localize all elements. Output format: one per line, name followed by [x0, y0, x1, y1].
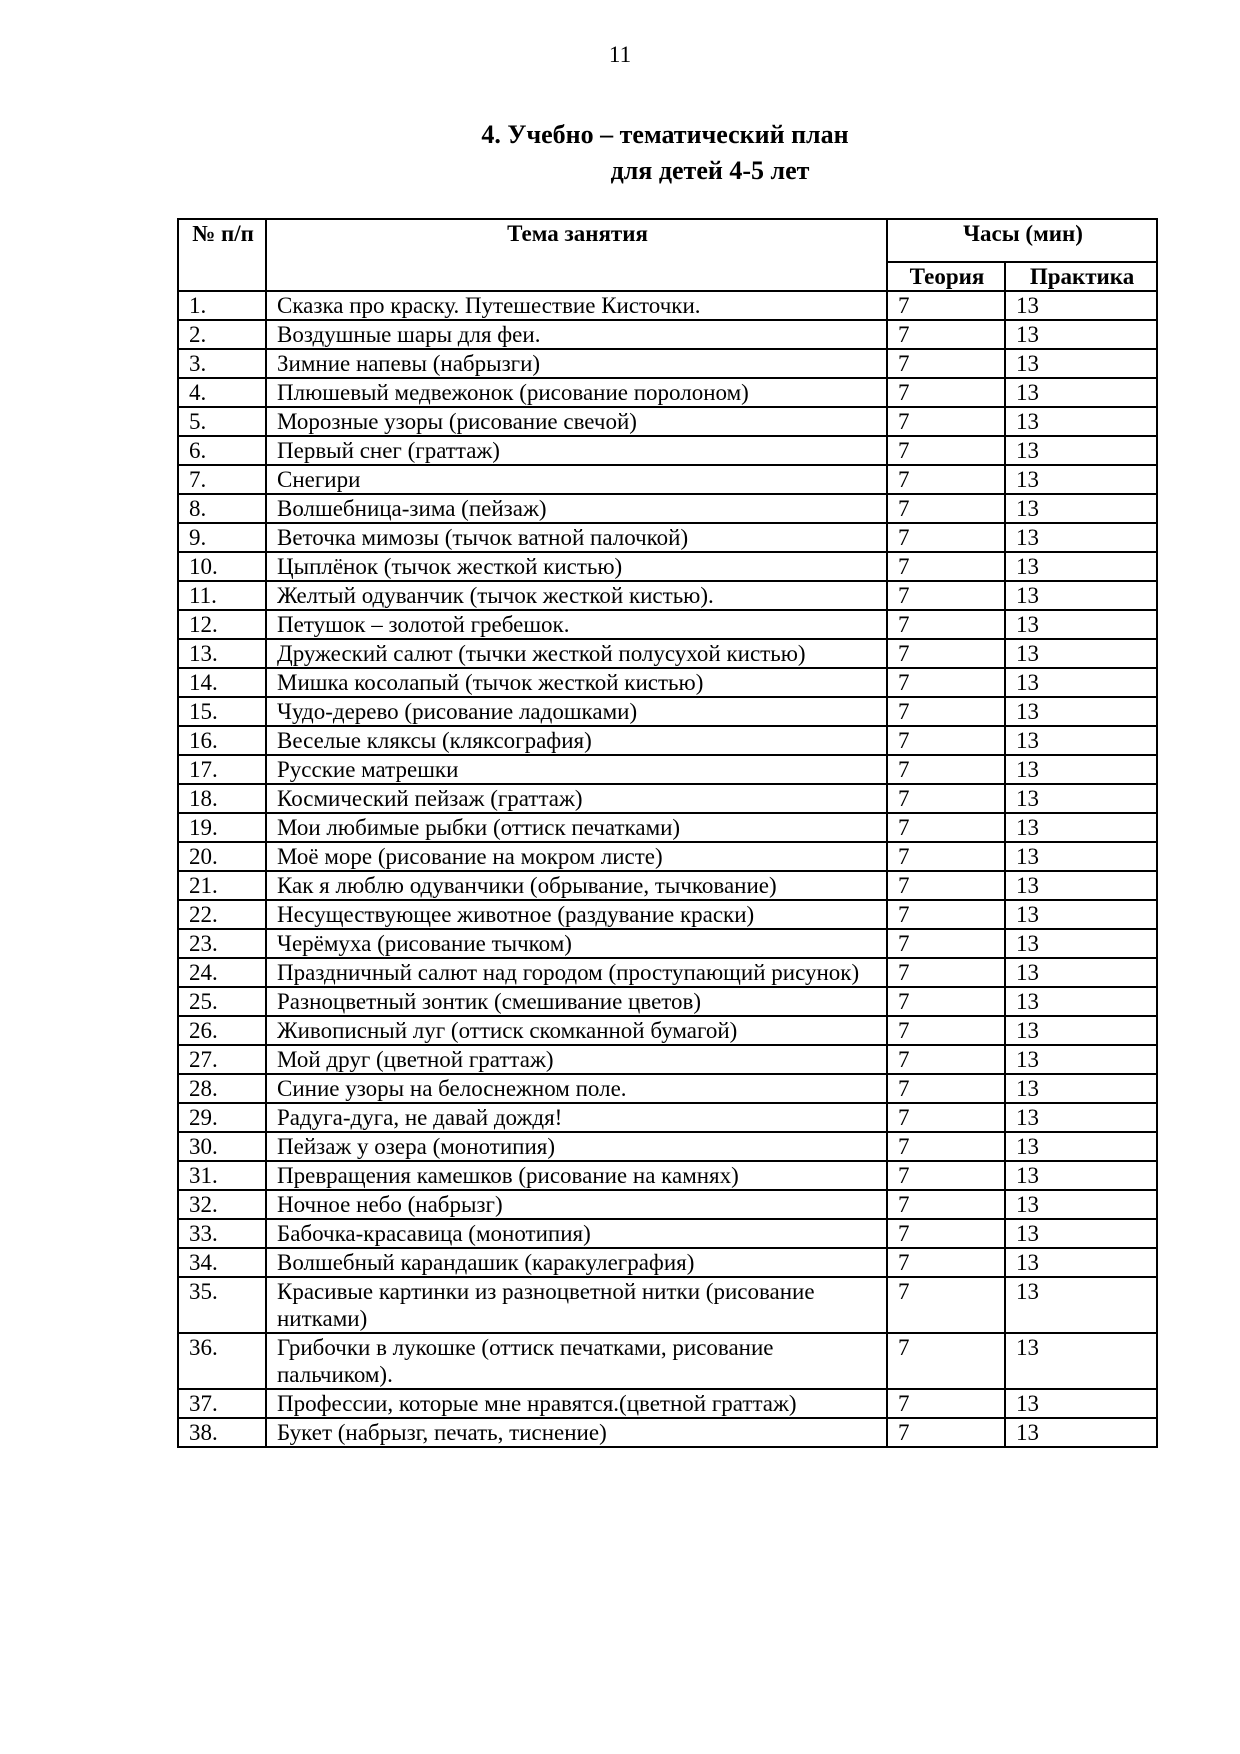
row-practice-minutes: 13 [1005, 639, 1157, 668]
row-number: 1. [178, 291, 266, 320]
row-practice-minutes: 13 [1005, 871, 1157, 900]
table-row [178, 291, 1157, 320]
row-practice-minutes: 13 [1005, 755, 1157, 784]
row-theory-minutes: 7 [887, 465, 1005, 494]
row-theory-minutes: 7 [887, 1248, 1005, 1277]
thematic-plan-table [177, 218, 1158, 1448]
table-row [178, 552, 1157, 581]
row-theory-minutes: 7 [887, 407, 1005, 436]
row-practice-minutes: 13 [1005, 610, 1157, 639]
row-number: 7. [178, 465, 266, 494]
row-number: 29. [178, 1103, 266, 1132]
row-practice-minutes: 13 [1005, 1045, 1157, 1074]
row-theory-minutes: 7 [887, 958, 1005, 987]
row-number: 8. [178, 494, 266, 523]
row-practice-minutes: 13 [1005, 784, 1157, 813]
row-practice-minutes: 13 [1005, 668, 1157, 697]
table-row [178, 900, 1157, 929]
row-topic: Веточка мимозы (тычок ватной палочкой) [266, 523, 887, 552]
row-practice-minutes: 13 [1005, 378, 1157, 407]
row-topic: Воздушные шары для феи. [266, 320, 887, 349]
row-practice-minutes: 13 [1005, 813, 1157, 842]
table-row [178, 697, 1157, 726]
header-theory: Теория [887, 262, 1005, 291]
row-topic: Букет (набрызг, печать, тиснение) [266, 1418, 887, 1447]
row-theory-minutes: 7 [887, 494, 1005, 523]
row-number: 17. [178, 755, 266, 784]
row-number: 19. [178, 813, 266, 842]
row-practice-minutes: 13 [1005, 900, 1157, 929]
row-theory-minutes: 7 [887, 291, 1005, 320]
table-row [178, 726, 1157, 755]
row-topic: Живописный луг (оттиск скомканной бумагой) [266, 1016, 887, 1045]
row-number: 11. [178, 581, 266, 610]
row-theory-minutes: 7 [887, 900, 1005, 929]
row-practice-minutes: 13 [1005, 1074, 1157, 1103]
table-row [178, 1103, 1157, 1132]
row-topic: Морозные узоры (рисование свечой) [266, 407, 887, 436]
row-theory-minutes: 7 [887, 697, 1005, 726]
row-practice-minutes: 13 [1005, 958, 1157, 987]
row-topic: Мои любимые рыбки (оттиск печатками) [266, 813, 887, 842]
row-topic: Русские матрешки [266, 755, 887, 784]
row-theory-minutes: 7 [887, 610, 1005, 639]
row-topic: Волшебный карандашик (каракулеграфия) [266, 1248, 887, 1277]
row-practice-minutes: 13 [1005, 349, 1157, 378]
row-topic: Как я люблю одуванчики (обрывание, тычкование) [266, 871, 887, 900]
row-topic: Бабочка-красавица (монотипия) [266, 1219, 887, 1248]
row-number: 25. [178, 987, 266, 1016]
row-number: 10. [178, 552, 266, 581]
row-theory-minutes: 7 [887, 349, 1005, 378]
row-theory-minutes: 7 [887, 871, 1005, 900]
table-row [178, 378, 1157, 407]
row-number: 6. [178, 436, 266, 465]
table-row [178, 1016, 1157, 1045]
row-practice-minutes: 13 [1005, 1418, 1157, 1447]
row-theory-minutes: 7 [887, 1277, 1005, 1333]
row-number: 3. [178, 349, 266, 378]
row-theory-minutes: 7 [887, 987, 1005, 1016]
table-row [178, 1277, 1157, 1333]
table-row [178, 1248, 1157, 1277]
row-practice-minutes: 13 [1005, 407, 1157, 436]
row-practice-minutes: 13 [1005, 1103, 1157, 1132]
row-number: 28. [178, 1074, 266, 1103]
row-number: 22. [178, 900, 266, 929]
row-practice-minutes: 13 [1005, 1016, 1157, 1045]
row-number: 20. [178, 842, 266, 871]
row-practice-minutes: 13 [1005, 1389, 1157, 1418]
row-theory-minutes: 7 [887, 320, 1005, 349]
row-theory-minutes: 7 [887, 784, 1005, 813]
table-row [178, 1219, 1157, 1248]
table-row [178, 871, 1157, 900]
row-number: 30. [178, 1132, 266, 1161]
row-theory-minutes: 7 [887, 1045, 1005, 1074]
table-row [178, 610, 1157, 639]
row-number: 32. [178, 1190, 266, 1219]
row-practice-minutes: 13 [1005, 1248, 1157, 1277]
row-number: 13. [178, 639, 266, 668]
table-row [178, 1132, 1157, 1161]
row-practice-minutes: 13 [1005, 1161, 1157, 1190]
row-theory-minutes: 7 [887, 1333, 1005, 1389]
table-row [178, 1045, 1157, 1074]
table-row [178, 320, 1157, 349]
row-topic: Превращения камешков (рисование на камнях) [266, 1161, 887, 1190]
row-practice-minutes: 13 [1005, 929, 1157, 958]
table-row [178, 523, 1157, 552]
row-number: 27. [178, 1045, 266, 1074]
row-topic: Чудо-дерево (рисование ладошками) [266, 697, 887, 726]
row-theory-minutes: 7 [887, 929, 1005, 958]
row-topic: Волшебница-зима (пейзаж) [266, 494, 887, 523]
page-subtitle: для детей 4-5 лет [610, 156, 810, 185]
table-row [178, 813, 1157, 842]
row-topic: Радуга-дуга, не давай дождя! [266, 1103, 887, 1132]
row-practice-minutes: 13 [1005, 697, 1157, 726]
row-number: 14. [178, 668, 266, 697]
row-practice-minutes: 13 [1005, 987, 1157, 1016]
row-theory-minutes: 7 [887, 523, 1005, 552]
row-number: 21. [178, 871, 266, 900]
row-theory-minutes: 7 [887, 1219, 1005, 1248]
row-practice-minutes: 13 [1005, 465, 1157, 494]
table-body [178, 291, 1157, 1447]
row-theory-minutes: 7 [887, 726, 1005, 755]
table-row [178, 784, 1157, 813]
row-number: 24. [178, 958, 266, 987]
row-practice-minutes: 13 [1005, 1277, 1157, 1333]
row-number: 38. [178, 1418, 266, 1447]
row-practice-minutes: 13 [1005, 552, 1157, 581]
row-topic: Мой друг (цветной граттаж) [266, 1045, 887, 1074]
row-topic: Черёмуха (рисование тычком) [266, 929, 887, 958]
row-theory-minutes: 7 [887, 813, 1005, 842]
table-row [178, 987, 1157, 1016]
table-row [178, 581, 1157, 610]
row-topic: Несуществующее животное (раздувание краски) [266, 900, 887, 929]
row-topic: Петушок – золотой гребешок. [266, 610, 887, 639]
header-number: № п/п [178, 219, 266, 291]
row-theory-minutes: 7 [887, 1418, 1005, 1447]
row-topic: Разноцветный зонтик (смешивание цветов) [266, 987, 887, 1016]
row-number: 4. [178, 378, 266, 407]
row-topic: Моё море (рисование на мокром листе) [266, 842, 887, 871]
row-theory-minutes: 7 [887, 1389, 1005, 1418]
table-row [178, 755, 1157, 784]
row-practice-minutes: 13 [1005, 291, 1157, 320]
row-theory-minutes: 7 [887, 668, 1005, 697]
row-practice-minutes: 13 [1005, 1333, 1157, 1389]
row-practice-minutes: 13 [1005, 842, 1157, 871]
row-topic: Красивые картинки из разноцветной нитки (рисование нитками) [266, 1277, 887, 1333]
row-practice-minutes: 13 [1005, 726, 1157, 755]
row-theory-minutes: 7 [887, 1132, 1005, 1161]
row-topic: Мишка косолапый (тычок жесткой кистью) [266, 668, 887, 697]
row-theory-minutes: 7 [887, 842, 1005, 871]
header-practice: Практика [1005, 262, 1157, 291]
row-number: 5. [178, 407, 266, 436]
header-hours: Часы (мин) [887, 219, 1157, 262]
row-topic: Профессии, которые мне нравятся.(цветной граттаж) [266, 1389, 887, 1418]
row-practice-minutes: 13 [1005, 1219, 1157, 1248]
row-topic: Ночное небо (набрызг) [266, 1190, 887, 1219]
table-row [178, 465, 1157, 494]
table-row [178, 1389, 1157, 1418]
table-row [178, 436, 1157, 465]
page-number: 11 [608, 42, 632, 67]
row-number: 16. [178, 726, 266, 755]
row-practice-minutes: 13 [1005, 1190, 1157, 1219]
row-topic: Первый снег (граттаж) [266, 436, 887, 465]
row-number: 15. [178, 697, 266, 726]
page-title: 4. Учебно – тематический план [481, 120, 849, 149]
row-topic: Снегири [266, 465, 887, 494]
row-number: 9. [178, 523, 266, 552]
row-practice-minutes: 13 [1005, 1132, 1157, 1161]
row-theory-minutes: 7 [887, 1074, 1005, 1103]
row-topic: Сказка про краску. Путешествие Кисточки. [266, 291, 887, 320]
table-row [178, 639, 1157, 668]
table-row [178, 494, 1157, 523]
row-topic: Веселые кляксы (кляксография) [266, 726, 887, 755]
row-theory-minutes: 7 [887, 639, 1005, 668]
row-topic: Дружеский салют (тычки жесткой полусухой кистью) [266, 639, 887, 668]
row-practice-minutes: 13 [1005, 523, 1157, 552]
row-number: 12. [178, 610, 266, 639]
row-topic: Грибочки в лукошке (оттиск печатками, рисование пальчиком). [266, 1333, 887, 1389]
row-topic: Плюшевый медвежонок (рисование поролоном) [266, 378, 887, 407]
row-theory-minutes: 7 [887, 552, 1005, 581]
table-row [178, 1074, 1157, 1103]
table-row [178, 1190, 1157, 1219]
row-topic: Синие узоры на белоснежном поле. [266, 1074, 887, 1103]
row-topic: Пейзаж у озера (монотипия) [266, 1132, 887, 1161]
table-row [178, 958, 1157, 987]
table-row [178, 1161, 1157, 1190]
row-number: 18. [178, 784, 266, 813]
table-row [178, 668, 1157, 697]
row-theory-minutes: 7 [887, 1161, 1005, 1190]
table-row [178, 842, 1157, 871]
header-topic: Тема занятия [266, 219, 887, 291]
row-topic: Желтый одуванчик (тычок жесткой кистью). [266, 581, 887, 610]
row-number: 33. [178, 1219, 266, 1248]
row-number: 23. [178, 929, 266, 958]
row-topic: Цыплёнок (тычок жесткой кистью) [266, 552, 887, 581]
row-number: 31. [178, 1161, 266, 1190]
table-row [178, 1333, 1157, 1389]
row-theory-minutes: 7 [887, 378, 1005, 407]
row-theory-minutes: 7 [887, 755, 1005, 784]
table-row [178, 349, 1157, 378]
row-theory-minutes: 7 [887, 1016, 1005, 1045]
row-topic: Зимние напевы (набрызги) [266, 349, 887, 378]
table-row [178, 407, 1157, 436]
row-theory-minutes: 7 [887, 1190, 1005, 1219]
row-number: 26. [178, 1016, 266, 1045]
row-theory-minutes: 7 [887, 581, 1005, 610]
row-theory-minutes: 7 [887, 1103, 1005, 1132]
row-practice-minutes: 13 [1005, 581, 1157, 610]
row-topic: Космический пейзаж (граттаж) [266, 784, 887, 813]
row-practice-minutes: 13 [1005, 436, 1157, 465]
row-theory-minutes: 7 [887, 436, 1005, 465]
row-practice-minutes: 13 [1005, 320, 1157, 349]
row-number: 2. [178, 320, 266, 349]
row-number: 34. [178, 1248, 266, 1277]
table-row [178, 929, 1157, 958]
row-topic: Праздничный салют над городом (проступающий рисунок) [266, 958, 887, 987]
table-row [178, 1418, 1157, 1447]
row-number: 37. [178, 1389, 266, 1418]
row-practice-minutes: 13 [1005, 494, 1157, 523]
row-number: 35. [178, 1277, 266, 1333]
row-number: 36. [178, 1333, 266, 1389]
